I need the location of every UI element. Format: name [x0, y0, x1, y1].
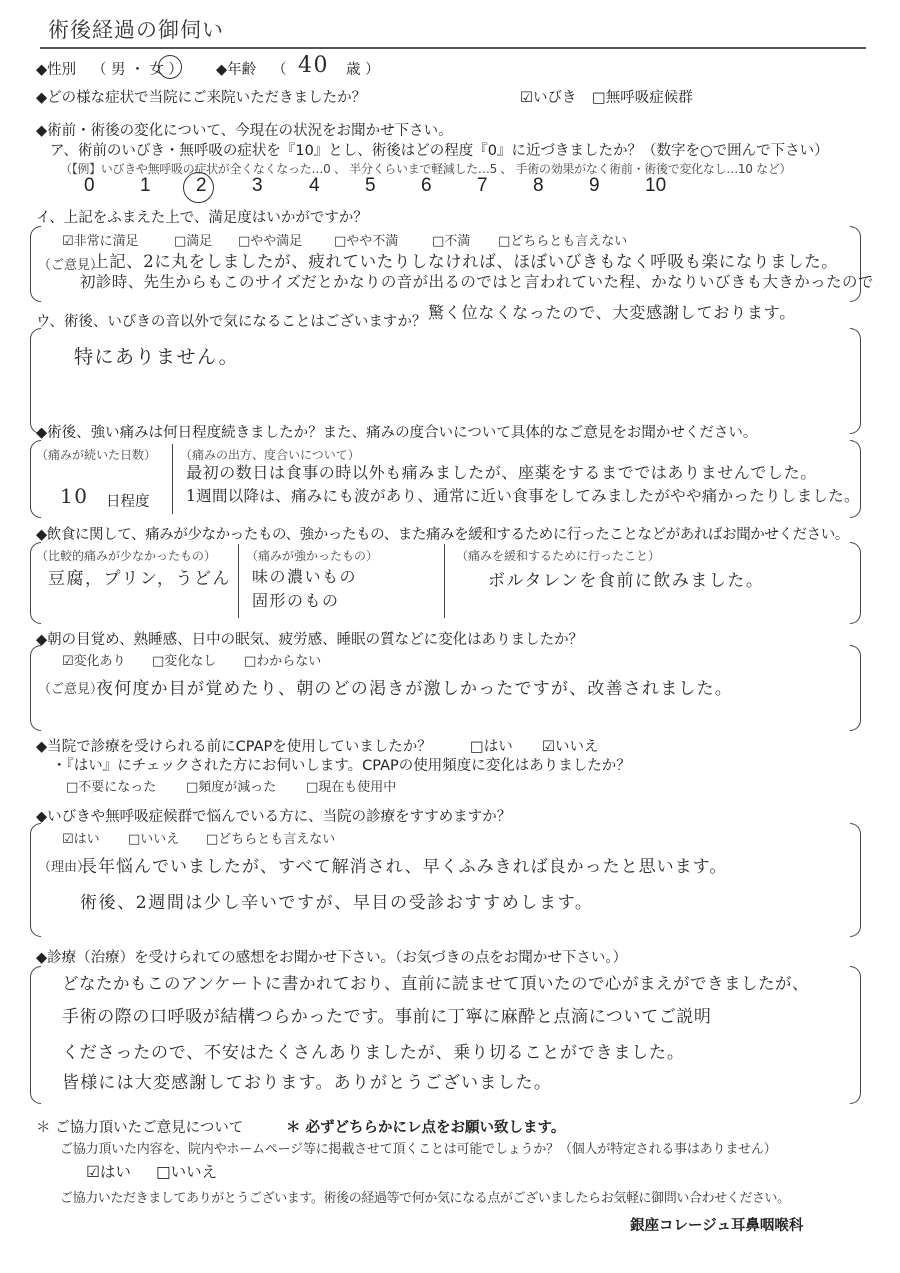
q5-days-unit: 日程度: [106, 494, 150, 510]
q8-followup-option-1[interactable]: □不要になった: [66, 780, 157, 795]
q10-answer-line4[interactable]: 皆様には大変感謝しております。ありがとうございました。: [62, 1073, 553, 1093]
q6-col1-label: （比較的痛みが少なかったもの）: [36, 549, 217, 563]
q6-divider-2: [444, 544, 445, 618]
q9-question: ◆いびきや無呼吸症候群で悩んでいる方に、当院の診療をすすめますか？: [36, 809, 512, 825]
q5-days-label: （痛みが続いた日数）: [36, 448, 157, 462]
q6-col2-line1[interactable]: 味の濃いもの: [252, 567, 358, 586]
q5-divider: [172, 444, 173, 514]
q3-option-5[interactable]: □不満: [432, 234, 471, 249]
gender-selected-circle: [158, 55, 182, 79]
q6-divider-1: [238, 544, 239, 618]
q2-example: （【例】いびきや無呼吸の症状が全くなくなった…0 、 半分くらいまで軽減した…5 、 手術の効果がなく術前・術後で変化なし…10 など）: [60, 162, 792, 176]
scale-number-1[interactable]: 1: [140, 175, 151, 196]
scale-number-0[interactable]: 0: [84, 175, 95, 196]
q2-sub-a: ア、術前のいびき・無呼吸の症状を『10』とし、術後はどの程度『0』に近づきましたか？（数字を○で囲んで下さい）: [50, 143, 829, 159]
q5-answer-line1[interactable]: 最初の数日は食事の時以外も痛みましたが、座薬をするまでではありませんでした。: [186, 463, 817, 482]
q9-option-2[interactable]: □いいえ: [128, 832, 180, 847]
q3-answer-line2[interactable]: 初診時、先生からもこのサイズだとかなりの音が出るのではと言われていた程、かなりいびきも大きかったので: [80, 273, 874, 291]
q6-col1-value[interactable]: 豆腐，プリン，うどん: [48, 569, 231, 589]
coop-option-no[interactable]: □いいえ: [156, 1163, 218, 1181]
q10-answer-line3[interactable]: くださったので、不安はたくさんありましたが、乗り切ることができました。: [62, 1043, 685, 1063]
scale-number-5[interactable]: 5: [365, 175, 376, 196]
coop-request: ＊ 必ずどちらかにレ点をお願い致します。: [286, 1120, 566, 1136]
title-rule: [40, 47, 866, 49]
scale-number-6[interactable]: 6: [421, 175, 432, 196]
q6-question: ◆飲食に関して、痛みが少なかったもの、強かったもの、また痛みを緩和するために行ったことなどがあればお聞かせください。: [36, 527, 849, 543]
q8-question: ◆当院で診療を受けられる前にCPAPを使用していましたか？: [36, 739, 432, 755]
gender-value: （ 男 ・ 女 ）: [92, 62, 183, 78]
q5-days-value[interactable]: 10: [60, 484, 89, 508]
gender-label: ◆性別: [36, 62, 77, 78]
q1-option-apnea[interactable]: □無呼吸症候群: [592, 90, 693, 106]
clinic-name: 銀座コレージュ耳鼻咽喉科: [630, 1218, 804, 1234]
q4-bracket-left: [30, 328, 41, 434]
document-title: 術後経過の御伺い: [48, 18, 224, 42]
q10-answer-line2[interactable]: 手術の際の口呼吸が結構つらかったです。事前に丁寧に麻酔と点滴についてご説明: [62, 1007, 712, 1027]
q5-degree-label: （痛みの出方、度合いについて）: [180, 448, 360, 462]
q6-col2-line2[interactable]: 固形のもの: [252, 591, 340, 610]
coop-heading: ＊ ご協力頂いたご意見について: [36, 1120, 244, 1136]
q3-question: イ、上記をふまえた上で、満足度はいかがですか？: [36, 210, 368, 226]
age-label: ◆年齢: [216, 62, 257, 78]
q9-reason-line1[interactable]: 長年悩んでいましたが、すべて解消され、早くふみきれば良かったと思います。: [80, 857, 728, 877]
q6-bracket-right: [850, 542, 861, 624]
q3-option-6[interactable]: □どちらとも言えない: [498, 234, 628, 249]
q3-opinion-label: （ご意見）: [38, 258, 104, 273]
q4-bracket-right: [850, 328, 861, 434]
q1-option-ibiki[interactable]: ☑いびき: [520, 90, 577, 106]
q8-option-no[interactable]: ☑いいえ: [542, 739, 599, 755]
q9-option-1[interactable]: ☑はい: [62, 832, 100, 847]
age-open-paren: （: [272, 62, 287, 78]
coop-question: ご協力頂いた内容を、院内やホームページ等に掲載させて頂くことは可能でしょうか？（個人が特定される事はありません）: [60, 1142, 777, 1157]
q3-option-2[interactable]: □満足: [174, 234, 213, 249]
q10-bracket-right: [850, 966, 861, 1104]
scale-number-10[interactable]: 10: [645, 175, 667, 196]
scale-number-3[interactable]: 3: [252, 175, 263, 196]
q9-option-3[interactable]: □どちらとも言えない: [206, 832, 336, 847]
scale-number-4[interactable]: 4: [309, 175, 320, 196]
scale-number-2[interactable]: 2: [196, 175, 207, 196]
q8-followup-option-2[interactable]: □頻度が減った: [186, 780, 277, 795]
age-unit: 歳 ）: [346, 62, 380, 78]
q3-answer-line3[interactable]: 驚く位なくなったので、大変感謝しております。: [428, 303, 797, 322]
q3-answer-line1[interactable]: 上記、2に丸をしましたが、疲れていたりしなければ、ほぼいびきもなく呼吸も楽になりました。: [92, 252, 839, 271]
scale-selected-circle: [183, 172, 214, 203]
q3-option-1[interactable]: ☑非常に満足: [62, 234, 139, 249]
q7-bracket-right: [850, 645, 861, 731]
age-value[interactable]: 40: [298, 53, 329, 78]
q6-col3-value[interactable]: ボルタレンを食前に飲みました。: [488, 571, 765, 591]
q7-option-1[interactable]: ☑変化あり: [62, 654, 126, 669]
q5-question: ◆術後、強い痛みは何日程度続きましたか？また、痛みの度合いについて具体的なご意見をお聞かせください。: [36, 425, 758, 441]
q6-col3-label: （痛みを緩和するために行ったこと）: [456, 549, 661, 563]
q2-question: ◆術前・術後の変化について、今現在の状況をお聞かせ下さい。: [36, 123, 453, 139]
q9-reason-line2[interactable]: 術後、2週間は少し辛いですが、早目の受診おすすめします。: [80, 893, 594, 913]
q7-question: ◆朝の目覚め、熟睡感、日中の眠気、疲労感、睡眠の質などに変化はありましたか？: [36, 632, 584, 648]
q7-opinion-label: （ご意見）: [38, 682, 104, 697]
q6-col2-label: （痛みが強かったもの）: [246, 549, 379, 563]
scale-number-9[interactable]: 9: [589, 175, 600, 196]
q10-answer-line1[interactable]: どなたかもこのアンケートに書かれており、直前に読ませて頂いたので心がまえができましたが、: [62, 974, 810, 993]
scale-number-8[interactable]: 8: [533, 175, 544, 196]
q5-answer-line2[interactable]: 1週間以降は、痛みにも波があり、通常に近い食事をしてみましたがやや痛かったりしました。: [186, 487, 860, 505]
scale-number-7[interactable]: 7: [477, 175, 488, 196]
q7-option-2[interactable]: □変化なし: [152, 654, 217, 669]
q5-bracket-right: [850, 440, 861, 518]
q9-bracket-right: [850, 823, 861, 937]
q10-bracket-left: [30, 966, 41, 1104]
q8-followup-option-3[interactable]: □現在も使用中: [306, 780, 397, 795]
q4-answer[interactable]: 特にありません。: [74, 346, 240, 368]
q3-option-3[interactable]: □やや満足: [238, 234, 303, 249]
coop-option-yes[interactable]: ☑はい: [86, 1163, 131, 1181]
q4-question: ウ、術後、いびきの音以外で気になることはございますか？: [36, 314, 427, 330]
q8-option-yes[interactable]: □はい: [470, 739, 513, 755]
q9-reason-label: （理由）: [38, 860, 91, 875]
q7-option-3[interactable]: □わからない: [244, 654, 322, 669]
thanks-message: ご協力いただきましてありがとうございます。術後の経過等で何か気になる点がございましたらお気軽に御問い合わせください。: [60, 1191, 790, 1206]
q9-bracket-left: [30, 823, 41, 937]
q8-followup: ・『はい』にチェックされた方にお伺いします。CPAPの使用頻度に変化はありましたか？: [52, 758, 631, 774]
q1-question: ◆どの様な症状で当院にご来院いただきましたか？: [36, 90, 367, 106]
q10-question: ◆診療（治療）を受けられての感想をお聞かせ下さい。（お気づきの点をお聞かせ下さい。）: [36, 950, 628, 966]
q7-answer[interactable]: 夜何度か目が覚めたり、朝のどの渇きが激しかったですが、改善されました。: [96, 679, 733, 699]
q3-option-4[interactable]: □やや不満: [334, 234, 399, 249]
